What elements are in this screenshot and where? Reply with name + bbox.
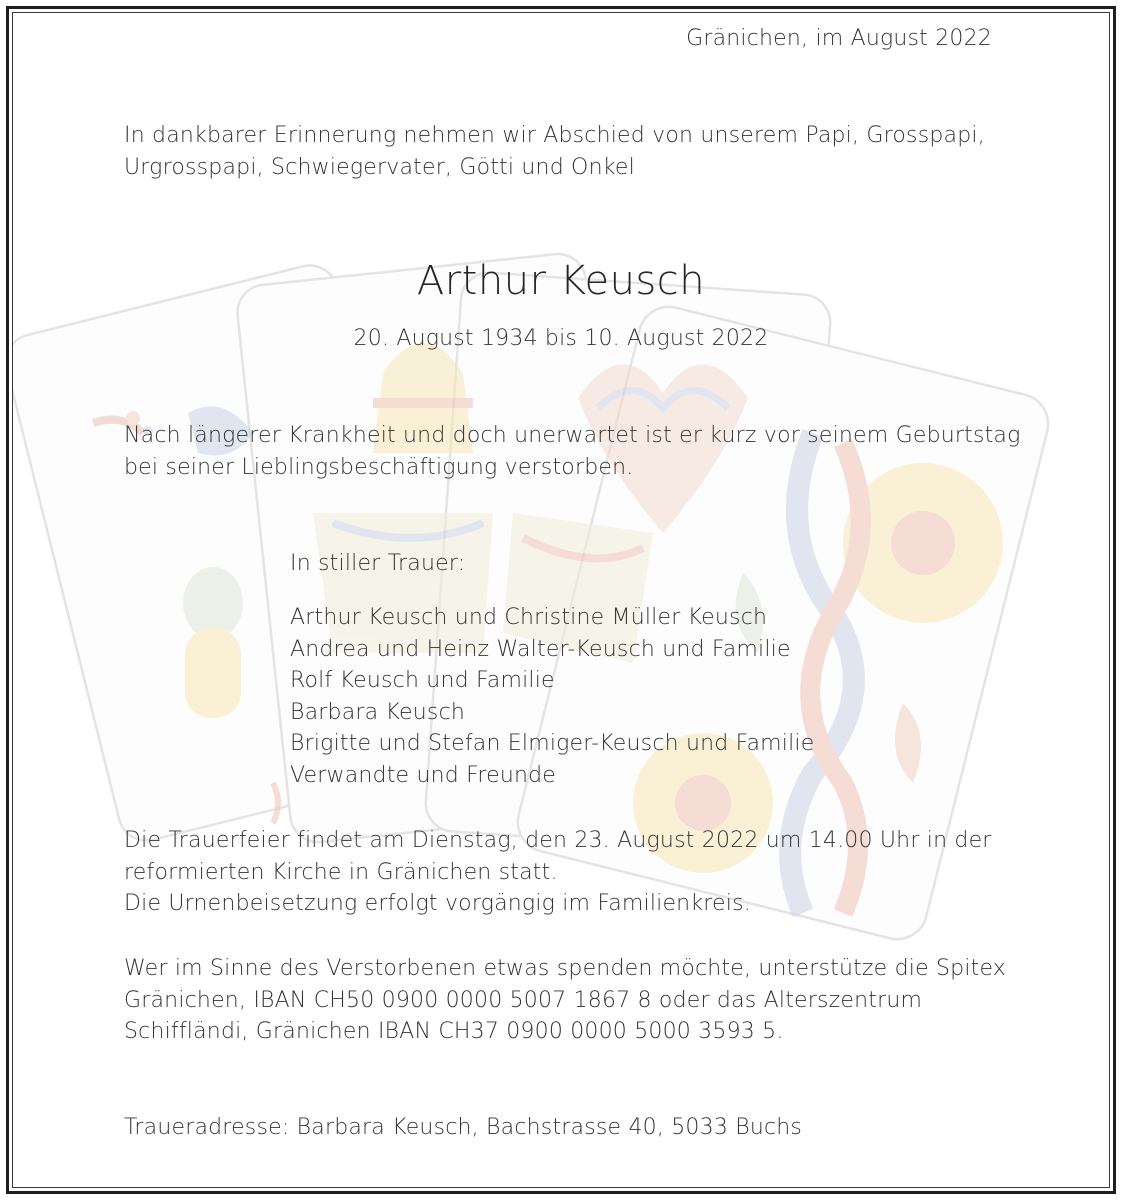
donation-line: Schiffländi, Gränichen IBAN CH37 0900 0000 5000 3593 5.: [124, 1019, 784, 1044]
ceremony-line: Die Trauerfeier findet am Dienstag, den 23. August 2022 um 14.00 Uhr in der: [124, 828, 992, 853]
mourner-item: Andrea und Heinz Walter-Keusch und Familie: [290, 636, 791, 662]
illness-line: bei seiner Lieblingsbeschäftigung verstorben.: [124, 454, 634, 480]
life-dates: 20. August 1934 bis 10. August 2022: [353, 326, 769, 351]
intro-line: Urgrosspapi, Schwiegervater, Götti und Onkel: [124, 154, 635, 180]
place-date: Gränichen, im August 2022: [686, 26, 992, 51]
ceremony-paragraph: [124, 825, 992, 920]
mourner-item: Verwandte und Freunde: [290, 762, 557, 788]
ceremony-line: Die Urnenbeisetzung erfolgt vorgängig im Familienkreis.: [124, 891, 751, 916]
mourner-item: Arthur Keusch und Christine Müller Keusch: [290, 605, 768, 630]
mourning-title: In stiller Trauer:: [290, 551, 466, 576]
intro-line: In dankbarer Erinnerung nehmen wir Abschied von unserem Papi, Grosspapi,: [124, 123, 985, 148]
ceremony-line: reformierten Kirche in Gränichen statt.: [124, 859, 558, 885]
donation-line: Wer im Sinne des Verstorbenen etwas spenden möchte, unterstütze die Spitex: [124, 956, 1007, 981]
illness-paragraph: [124, 420, 1021, 483]
donation-paragraph: [124, 953, 1006, 1048]
mourner-item: Barbara Keusch: [290, 699, 466, 725]
donation-line: Gränichen, IBAN CH50 0900 0000 5007 1867 8 oder das Alterszentrum: [124, 987, 923, 1013]
mourning-address: Traueradresse: Barbara Keusch, Bachstrasse 40, 5033 Buchs: [124, 1115, 803, 1140]
mourner-item: Brigitte und Stefan Elmiger-Keusch und Familie: [290, 731, 815, 756]
mourner-item: Rolf Keusch und Familie: [290, 668, 555, 693]
mourners-list: [290, 602, 814, 791]
deceased-name: Arthur Keusch: [416, 258, 706, 304]
illness-line: Nach längerer Krankheit und doch unerwartet ist er kurz vor seinem Geburtstag: [124, 423, 1021, 448]
intro-paragraph: [124, 120, 985, 183]
